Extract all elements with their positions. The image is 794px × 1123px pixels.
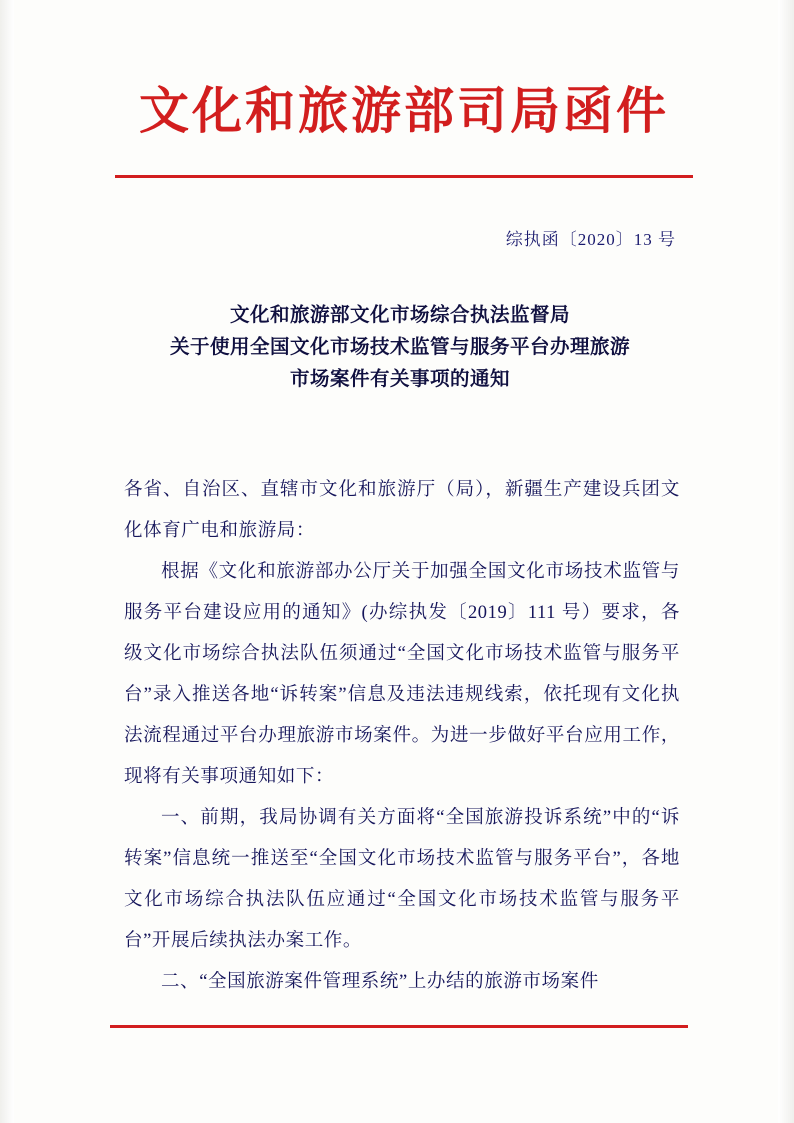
title-line-2: 关于使用全国文化市场技术监管与服务平台办理旅游 [169,337,630,358]
paragraph-addressee: 各省、自治区、直辖市文化和旅游厅（局），新疆生产建设兵团文化体育广电和旅游局： [124,480,680,541]
paragraph-basis: 根据《文化和旅游部办公厅关于加强全国文化市场技术监管与服务平台建设应用的通知》(办综执发〔2019〕111 号）要求，各级文化市场综合执法队伍须通过“全国文化市场技术监管与服务平台”录入推送各地“诉转案”信息及违法违规线索，依托现有文化执法流程通过平台办理旅游市场案件。为进一步做好平台应用工作，现将有关事项通知如下： [124,562,680,787]
document-content [124,470,680,1003]
document-number: 综执函〔2020〕13 号 [505,230,676,249]
title-line-1: 文化和旅游部文化市场综合执法监督局 [229,305,570,326]
masthead-title: 文化和旅游部司局函件 [139,81,669,140]
paragraph-item-2: 二、“全国旅游案件管理系统”上办结的旅游市场案件 [161,972,599,992]
paragraph-item-1: 一、前期，我局协调有关方面将“全国旅游投诉系统”中的“诉转案”信息统一推送至“全国文化市场技术监管与服务平台”，各地文化市场综合执法队伍应通过“全国文化市场技术监管与服务平台”开展后续执法办案工作。 [124,808,680,951]
masthead-divider [115,175,693,178]
scan-edge-left [0,0,14,1123]
document-title [110,300,690,396]
document-body [110,0,690,1123]
footer-divider [110,1025,688,1028]
scan-edge-right [778,0,794,1123]
title-line-3: 市场案件有关事项的通知 [289,369,510,390]
